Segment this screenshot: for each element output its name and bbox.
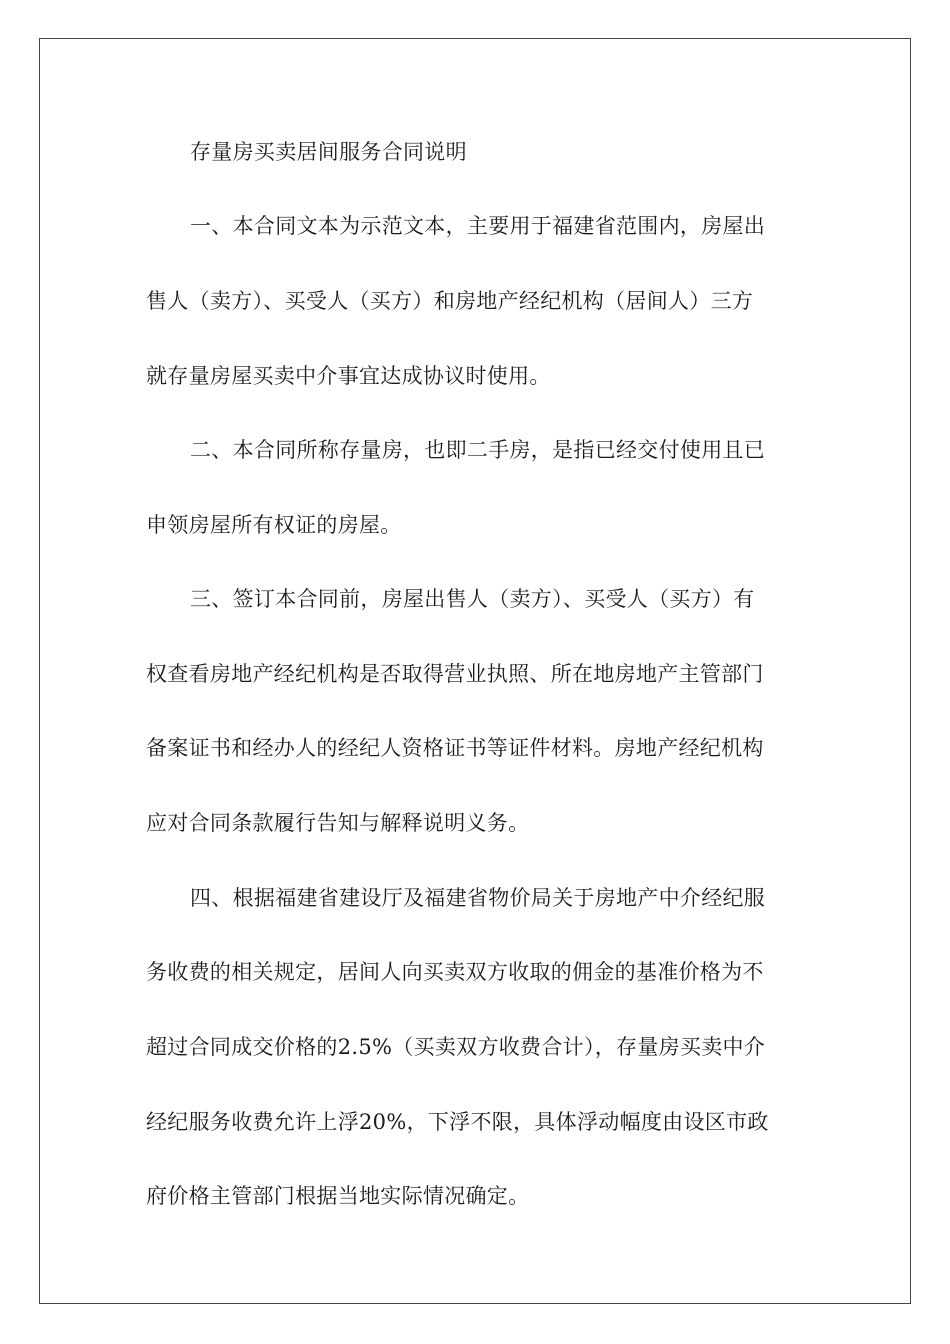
paragraph-3-line-1: 三、签订本合同前，房屋出售人（卖方）、买受人（买方）有 [190,587,755,611]
paragraph-4-line-1: 四、根据福建省建设厅及福建省物价局关于房地产中介经纪服 [190,886,766,910]
paragraph-4-line-4: 经纪服务收费允许上浮20%，下浮不限，具体浮动幅度由设区市政 [146,1110,769,1134]
paragraph-2-line-1: 二、本合同所称存量房，也即二手房，是指已经交付使用且已 [190,438,766,462]
paragraph-2-line-2: 申领房屋所有权证的房屋。 [146,513,402,537]
paragraph-3-line-3: 备案证书和经办人的经纪人资格证书等证件材料。房地产经纪机构 [146,736,764,760]
paragraph-3-line-4: 应对合同条款履行告知与解释说明义务。 [146,811,530,835]
document-title: 存量房买卖居间服务合同说明 [190,140,467,164]
paragraph-1-line-1: 一、本合同文本为示范文本，主要用于福建省范围内，房屋出 [190,214,766,238]
paragraph-4-line-5: 府价格主管部门根据当地实际情况确定。 [146,1184,530,1208]
paragraph-4-line-2: 务收费的相关规定，居间人向买卖双方收取的佣金的基准价格为不 [146,960,764,984]
paragraph-4-line-3: 超过合同成交价格的2.5%（买卖双方收费合计），存量房买卖中介 [146,1035,766,1059]
paragraph-1-line-3: 就存量房屋买卖中介事宜达成协议时使用。 [146,364,551,388]
paragraph-1-line-2: 售人（卖方）、买受人（买方）和房地产经纪机构（居间人）三方 [146,289,754,313]
paragraph-3-line-2: 权查看房地产经纪机构是否取得营业执照、所在地房地产主管部门 [146,662,764,686]
